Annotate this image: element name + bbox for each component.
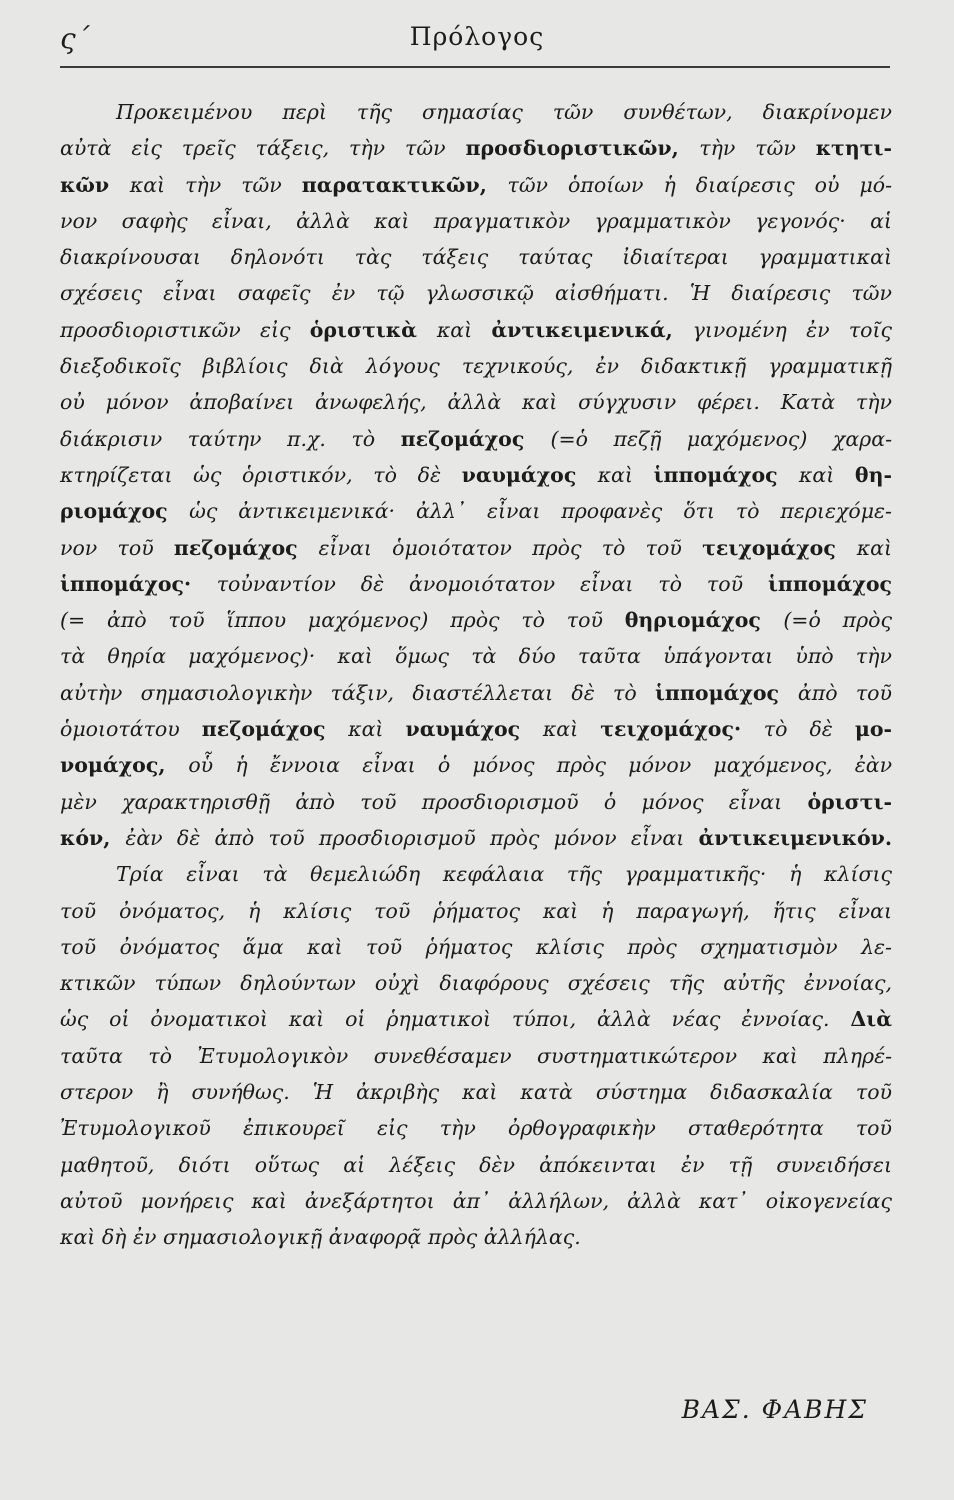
text-line: τὰ θηρία μαχόμενος)· καὶ ὅμως τὰ δύο ταῦτα ὑπάγονται ὑπὸ τὴν [60, 644, 892, 669]
page-number: ς΄ [60, 22, 90, 55]
text-line: μὲν χαρακτηρισθῇ ἀπὸ τοῦ προσδιορισμοῦ ὁ μόνος εἶναι ὁριστι- [60, 789, 892, 814]
text-line: ὡς οἱ ὀνοματικοὶ καὶ οἱ ῥηματικοὶ τύποι, ἀλλὰ νέας ἐννοίας. Διὰ [60, 1007, 892, 1032]
text-line: νον σαφὴς εἶναι, ἀλλὰ καὶ πραγματικὸν γραμματικὸν γεγονός· αἱ [60, 208, 892, 233]
text-line: νον τοῦ πεζομάχος εἶναι ὁμοιότατον πρὸς τὸ τοῦ τειχομάχος καὶ [60, 535, 893, 560]
author-signature: ΒΑΣ. ΦΑΒΗΣ [681, 1395, 868, 1424]
text-line: στερον ἢ συνήθως. Ἡ ἀκριβὴς καὶ κατὰ σύστημα διδασκαλία τοῦ [60, 1080, 892, 1105]
text-line: κῶν καὶ τὴν τῶν παρατακτικῶν, τῶν ὁποίων ἡ διαίρεσις οὐ μό- [60, 172, 893, 197]
text-line: (= ἀπὸ τοῦ ἵππου μαχόμενος) πρὸς τὸ τοῦ θηριομάχος (=ὁ πρὸς [60, 608, 892, 633]
text-line: κτηρίζεται ὡς ὁριστικόν, τὸ δὲ ναυμάχος καὶ ἱππομάχος καὶ θη- [60, 462, 893, 487]
text-line: μαθητοῦ, διότι οὕτως αἱ λέξεις δὲν ἀπόκεινται ἐν τῇ συνειδήσει [60, 1152, 892, 1177]
text-line: σχέσεις εἶναι σαφεῖς ἐν τῷ γλωσσικῷ αἰσθήματι. Ἡ διαίρεσις τῶν [60, 281, 892, 306]
text-line: διεξοδικοῖς βιβλίοις διὰ λόγους τεχνικούς, ἐν διδακτικῇ γραμματικῇ [60, 354, 892, 379]
text-line: διακρίνουσαι δηλονότι τὰς τάξεις ταύτας ἰδιαίτεραι γραμματικαὶ [60, 245, 892, 270]
text-line: οὐ μόνον ἀποβαίνει ἀνωφελής, ἀλλὰ καὶ σύγχυσιν φέρει. Κατὰ τὴν [60, 390, 892, 415]
text-line: νομάχος, οὗ ἡ ἔννοια εἶναι ὁ μόνος πρὸς μόνον μαχόμενος, ἐὰν [60, 753, 893, 778]
text-line: προσδιοριστικῶν εἰς ὁριστικὰ καὶ ἀντικειμενικά, γινομένη ἐν τοῖς [60, 317, 893, 342]
text-line: ταῦτα τὸ Ἐτυμολογικὸν συνεθέσαμεν συστηματικώτερον καὶ πληρέ- [60, 1043, 892, 1068]
text-line: Ἐτυμολογικοῦ ἐπικουρεῖ εἰς τὴν ὀρθογραφικὴν σταθερότητα τοῦ [60, 1116, 892, 1141]
text-line: ριομάχος ὡς ἀντικειμενικά· ἀλλ᾽ εἶναι προφανὲς ὅτι τὸ περιεχόμε- [60, 499, 892, 524]
text-line: αὐτὴν σημασιολογικὴν τάξιν, διαστέλλεται δὲ τὸ ἱππομάχος ἀπὸ τοῦ [60, 680, 892, 705]
preface-body [60, 94, 892, 1256]
text-line: καὶ δὴ ἐν σημασιολογικῇ ἀναφορᾷ πρὸς ἀλλήλας. [60, 1225, 581, 1250]
text-line: κτικῶν τύπων δηλούντων οὐχὶ διαφόρους σχέσεις τῆς αὐτῆς ἐννοίας, [60, 971, 892, 996]
text-line: διάκρισιν ταύτην π.χ. τὸ πεζομάχος (=ὁ πεζῇ μαχόμενος) χαρα- [60, 426, 892, 451]
text-line: τοῦ ὀνόματος, ἡ κλίσις τοῦ ῥήματος καὶ ἡ παραγωγή, ἥτις εἶναι [60, 898, 892, 923]
header-rule [60, 66, 890, 68]
running-head-title: Πρόλογος [409, 22, 545, 51]
text-line: αὐτὰ εἰς τρεῖς τάξεις, τὴν τῶν προσδιοριστικῶν, τὴν τῶν κτητι- [60, 136, 892, 161]
text-line: κόν, ἐὰν δὲ ἀπὸ τοῦ προσδιορισμοῦ πρὸς μόνον εἶναι ἀντικειμενικόν. [60, 825, 892, 850]
text-line: αὐτοῦ μονήρεις καὶ ἀνεξάρτητοι ἀπ᾽ ἀλλήλων, ἀλλὰ κατ᾽ οἰκογενείας [60, 1188, 892, 1213]
text-line: Τρία εἶναι τὰ θεμελιώδη κεφάλαια τῆς γραμματικῆς· ἡ κλίσις [116, 862, 892, 887]
text-line: ἱππομάχος· τοὐναντίον δὲ ἀνομοιότατον εἶναι τὸ τοῦ ἱππομάχος [60, 571, 893, 596]
text-line: ὁμοιοτάτου πεζομάχος καὶ ναυμάχος καὶ τειχομάχος· τὸ δὲ μο- [60, 717, 893, 742]
text-line: τοῦ ὀνόματος ἅμα καὶ τοῦ ῥήματος κλίσις πρὸς σχηματισμὸν λε- [60, 934, 892, 959]
text-line: Προκειμένου περὶ τῆς σημασίας τῶν συνθέτων, διακρίνομεν [116, 100, 892, 124]
